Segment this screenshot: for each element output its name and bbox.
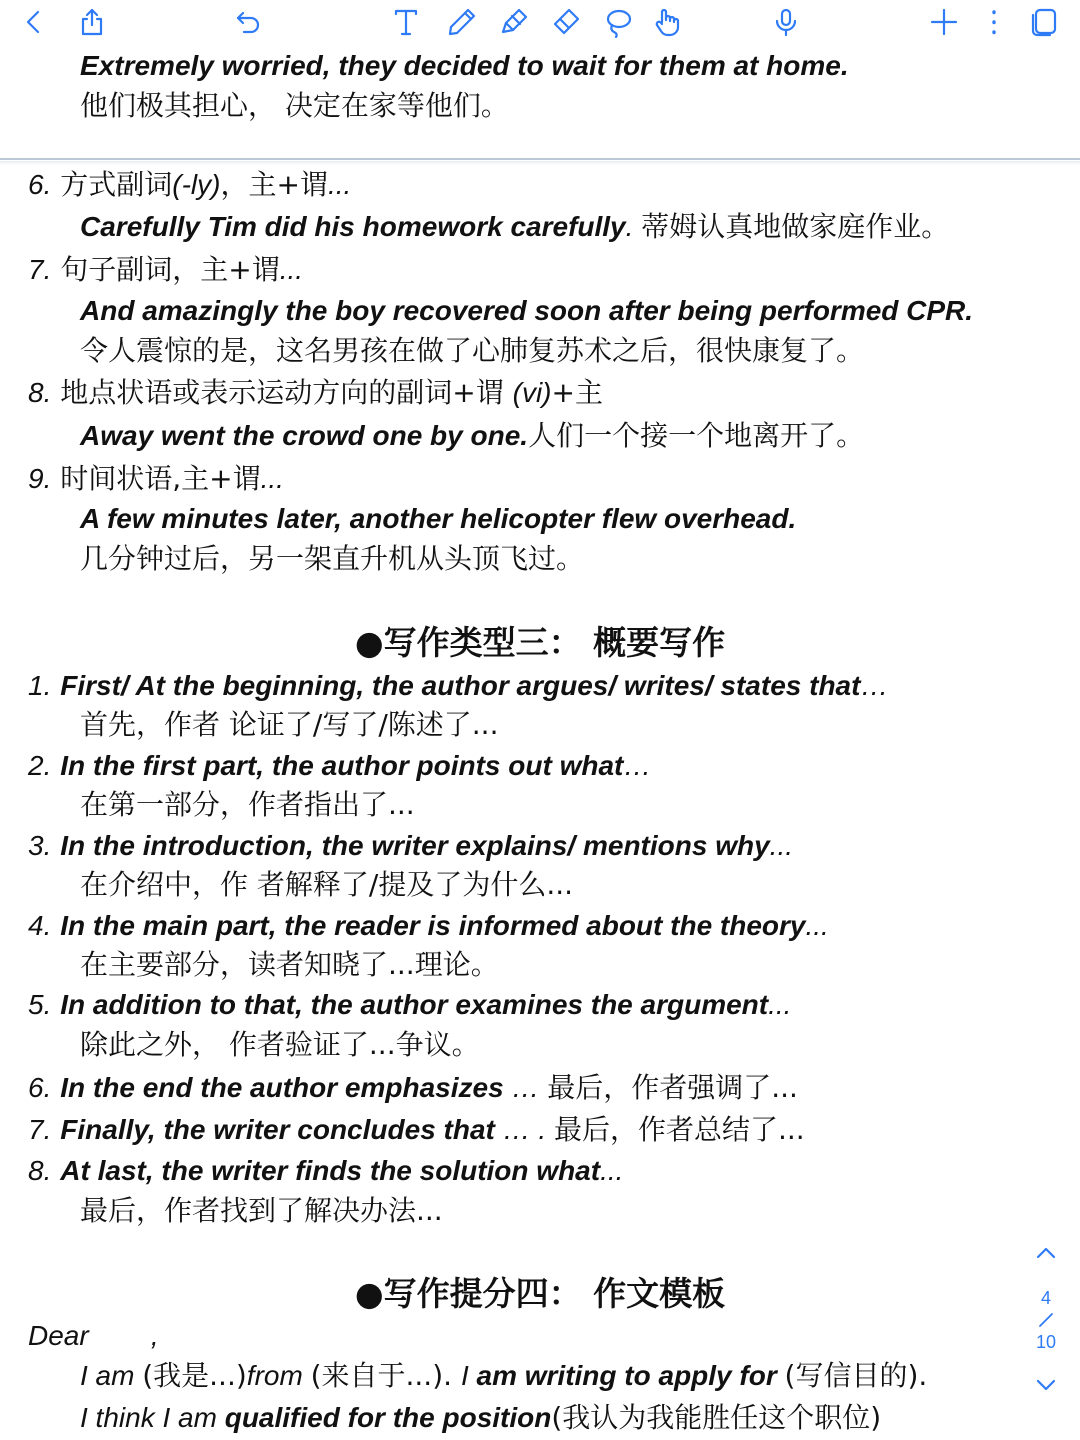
more-icon[interactable]: [974, 2, 1014, 42]
example-sentence: Carefully Tim did his homework carefully. 蒂姆认真地做家庭作业。: [80, 210, 950, 243]
example-sentence: A few minutes later, another helicopter flew overhead.: [80, 503, 797, 534]
total-page-number: 10: [1035, 1332, 1057, 1352]
example-translation: 几分钟过后，另一架直升机从头顶飞过。: [80, 542, 585, 575]
lasso-tool-icon[interactable]: [598, 2, 638, 42]
page-up-icon[interactable]: [1026, 1238, 1066, 1268]
example-sentence: Extremely worried, they decided to wait for them at home.: [80, 50, 849, 81]
pen-tool-icon[interactable]: [442, 2, 482, 42]
hand-pointer-icon[interactable]: [648, 2, 688, 42]
list-item-translation: 除此之外， 作者验证了...争议。: [80, 1028, 480, 1061]
eraser-tool-icon[interactable]: [546, 2, 586, 42]
list-item-translation: 在介绍中，作 者解释了/提及了为什么...: [80, 868, 574, 901]
page-down-icon[interactable]: [1026, 1370, 1066, 1400]
toolbar: [0, 0, 1080, 44]
share-icon[interactable]: [72, 2, 112, 42]
list-item-translation: 在主要部分，读者知晓了...理论。: [80, 948, 499, 981]
back-chevron-icon[interactable]: [14, 2, 54, 42]
current-page-number: 4: [1040, 1288, 1051, 1308]
list-item: 4. In the main part, the reader is informed about the theory...: [28, 910, 829, 941]
list-item: 2. In the first part, the author points out what…: [28, 750, 652, 781]
list-item: 8. At last, the writer finds the solution what...: [28, 1155, 624, 1186]
list-item-translation: 最后，作者找到了解决办法...: [80, 1194, 443, 1227]
list-item-title: 8. 地点状语或表示运动方向的副词+谓 (vi)+主: [28, 376, 603, 409]
highlighter-tool-icon[interactable]: [494, 2, 534, 42]
list-item: 7. Finally, the writer concludes that … . 最后，作者总结了...: [28, 1113, 805, 1146]
page-separator: [1038, 1312, 1054, 1328]
undo-icon[interactable]: [228, 2, 268, 42]
template-line: I think I am qualified for the position(我认为我能胜任这个职位): [80, 1401, 882, 1434]
list-item-translation: 在第一部分，作者指出了...: [80, 788, 415, 821]
page-navigator: [1026, 1238, 1066, 1398]
add-icon[interactable]: [924, 2, 964, 42]
list-item-title: 9. 时间状语,主+谓...: [28, 462, 284, 495]
example-translation: 令人震惊的是，这名男孩在做了心肺复苏术之后，很快康复了。: [80, 334, 865, 367]
letter-greeting: Dear ,: [28, 1320, 159, 1351]
list-item: 6. In the end the author emphasizes … 最后，作者强调了...: [28, 1071, 798, 1104]
page-divider: [0, 161, 1080, 165]
example-sentence: Away went the crowd one by one.人们一个接一个地离开了。: [80, 419, 865, 452]
template-line: I am (我是...)from (来自于...). I am writing to apply for (写信目的).: [80, 1359, 928, 1392]
section-heading: ●写作类型三： 概要写作: [354, 623, 726, 662]
pages-icon[interactable]: [1024, 2, 1064, 42]
text-tool-icon[interactable]: [386, 2, 426, 42]
list-item-translation: 首先，作者 论证了/写了/陈述了...: [80, 708, 499, 741]
list-item-title: 7. 句子副词，主+谓...: [28, 253, 304, 286]
section-heading: ●写作提分四： 作文模板: [354, 1274, 726, 1313]
list-item: 5. In addition to that, the author examines the argument...: [28, 989, 792, 1020]
list-item-title: 6. 方式副词(-ly)，主+谓...: [28, 168, 352, 201]
microphone-icon[interactable]: [766, 2, 806, 42]
example-sentence: And amazingly the boy recovered soon after being performed CPR.: [80, 295, 974, 326]
list-item: 1. First/ At the beginning, the author argues/ writes/ states that…: [28, 670, 889, 701]
example-translation: 他们极其担心， 决定在家等他们。: [80, 89, 509, 122]
list-item: 3. In the introduction, the writer explains/ mentions why...: [28, 830, 794, 861]
